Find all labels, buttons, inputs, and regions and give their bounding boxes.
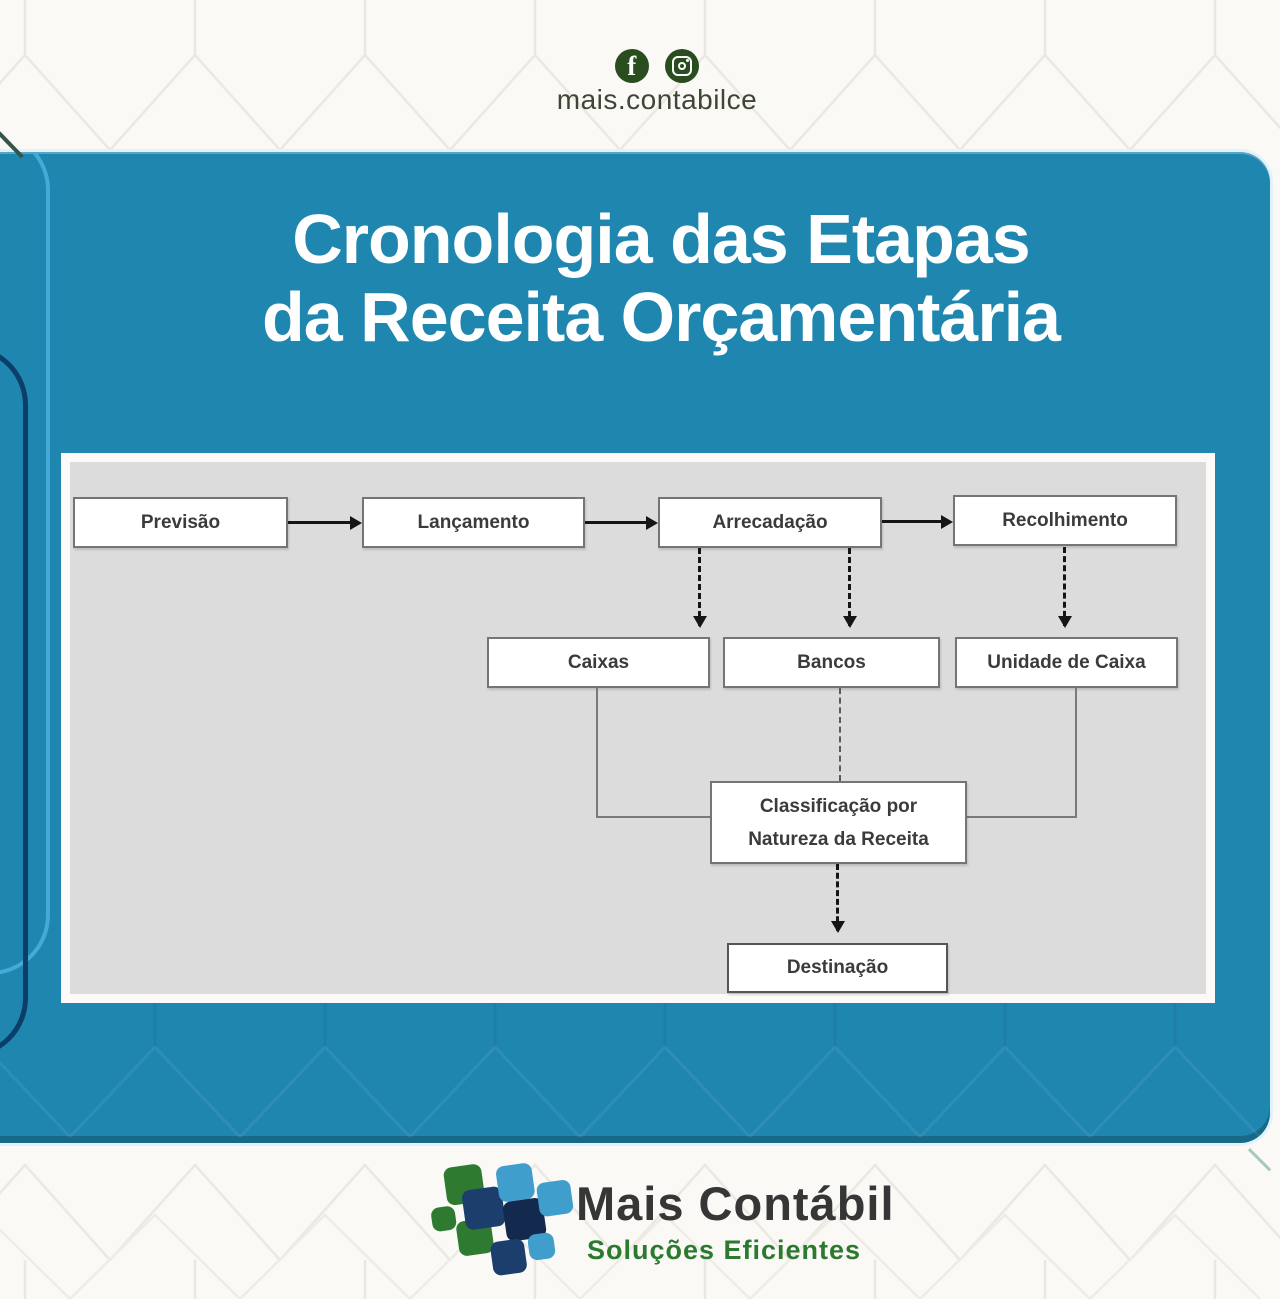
facebook-glyph: f: [627, 51, 637, 81]
connector-unidade-horizontal: [967, 816, 1077, 818]
logo-square-green-2: [430, 1205, 457, 1232]
logo-square-blue-2: [536, 1179, 574, 1217]
social-handle[interactable]: mais.contabilce: [556, 84, 758, 115]
instagram-icon[interactable]: [665, 49, 699, 83]
connector-caixas-vertical: [596, 688, 598, 818]
flow-box-lancamento: [362, 497, 585, 548]
dashed-arrow-arrecadacao-bancos: [848, 548, 851, 626]
flow-box-caixas-label: Caixas: [567, 651, 630, 673]
flowchart-panel: [61, 453, 1215, 1003]
instagram-lens: [678, 62, 686, 70]
dashed-arrow-arrecadacao-caixas: [698, 548, 701, 626]
flow-box-previsao-label: Previsão: [140, 511, 221, 533]
page-title-line2: da Receita Orçamentária: [262, 278, 1060, 356]
connector-bancos-dashed: [839, 688, 841, 781]
arrow-arrecadacao-recolhimento: [882, 520, 941, 523]
brand-name: Mais Contábil: [576, 1177, 895, 1230]
brand-logo: [424, 1144, 590, 1289]
facebook-icon[interactable]: [615, 49, 649, 83]
flow-box-arrecadacao: [658, 497, 882, 548]
flow-box-unidade-de-caixa: [955, 637, 1178, 688]
brand-text-block: [576, 1176, 895, 1266]
social-icons-row: [17, 49, 1280, 83]
main-card: [0, 152, 1270, 1143]
classificacao-line2: Natureza da Receita: [748, 828, 929, 850]
classificacao-line1: Classificação por: [759, 795, 918, 817]
flow-box-destinacao-label: Destinação: [786, 957, 889, 978]
flow-box-unidade-label: Unidade de Caixa: [987, 651, 1146, 673]
logo-square-blue-1: [495, 1162, 536, 1203]
arrow-lancamento-arrecadacao: [585, 521, 646, 524]
page-title-line1: Cronologia das Etapas: [292, 200, 1030, 278]
flow-box-bancos: [723, 637, 940, 688]
flow-box-previsao: [73, 497, 288, 548]
arrow-previsao-lancamento: [288, 521, 350, 524]
connector-caixas-horizontal: [596, 816, 710, 818]
flow-box-arrecadacao-label: Arrecadação: [712, 511, 828, 533]
connector-unidade-vertical: [1075, 688, 1077, 818]
flow-box-recolhimento-label: Recolhimento: [1002, 509, 1128, 531]
flow-box-destinacao: [727, 943, 948, 993]
logo-square-blue-3: [527, 1232, 556, 1261]
rounded-outline-decoration-navy: [0, 345, 28, 1058]
logo-square-navy-2: [489, 1238, 527, 1276]
flow-box-bancos-label: Bancos: [797, 651, 866, 673]
flow-box-classificacao: [710, 781, 967, 864]
instagram-camera-outline: [672, 56, 692, 76]
instagram-flash-dot: [686, 59, 689, 62]
brand-tagline: Soluções Eficientes: [586, 1235, 862, 1265]
flow-box-recolhimento: [953, 495, 1177, 546]
flow-box-lancamento-label: Lançamento: [417, 511, 530, 533]
dashed-arrow-recolhimento-unidade: [1063, 547, 1066, 626]
dashed-arrow-classificacao-destinacao: [836, 864, 839, 931]
page-title: [201, 200, 1121, 356]
flow-box-caixas: [487, 637, 710, 688]
